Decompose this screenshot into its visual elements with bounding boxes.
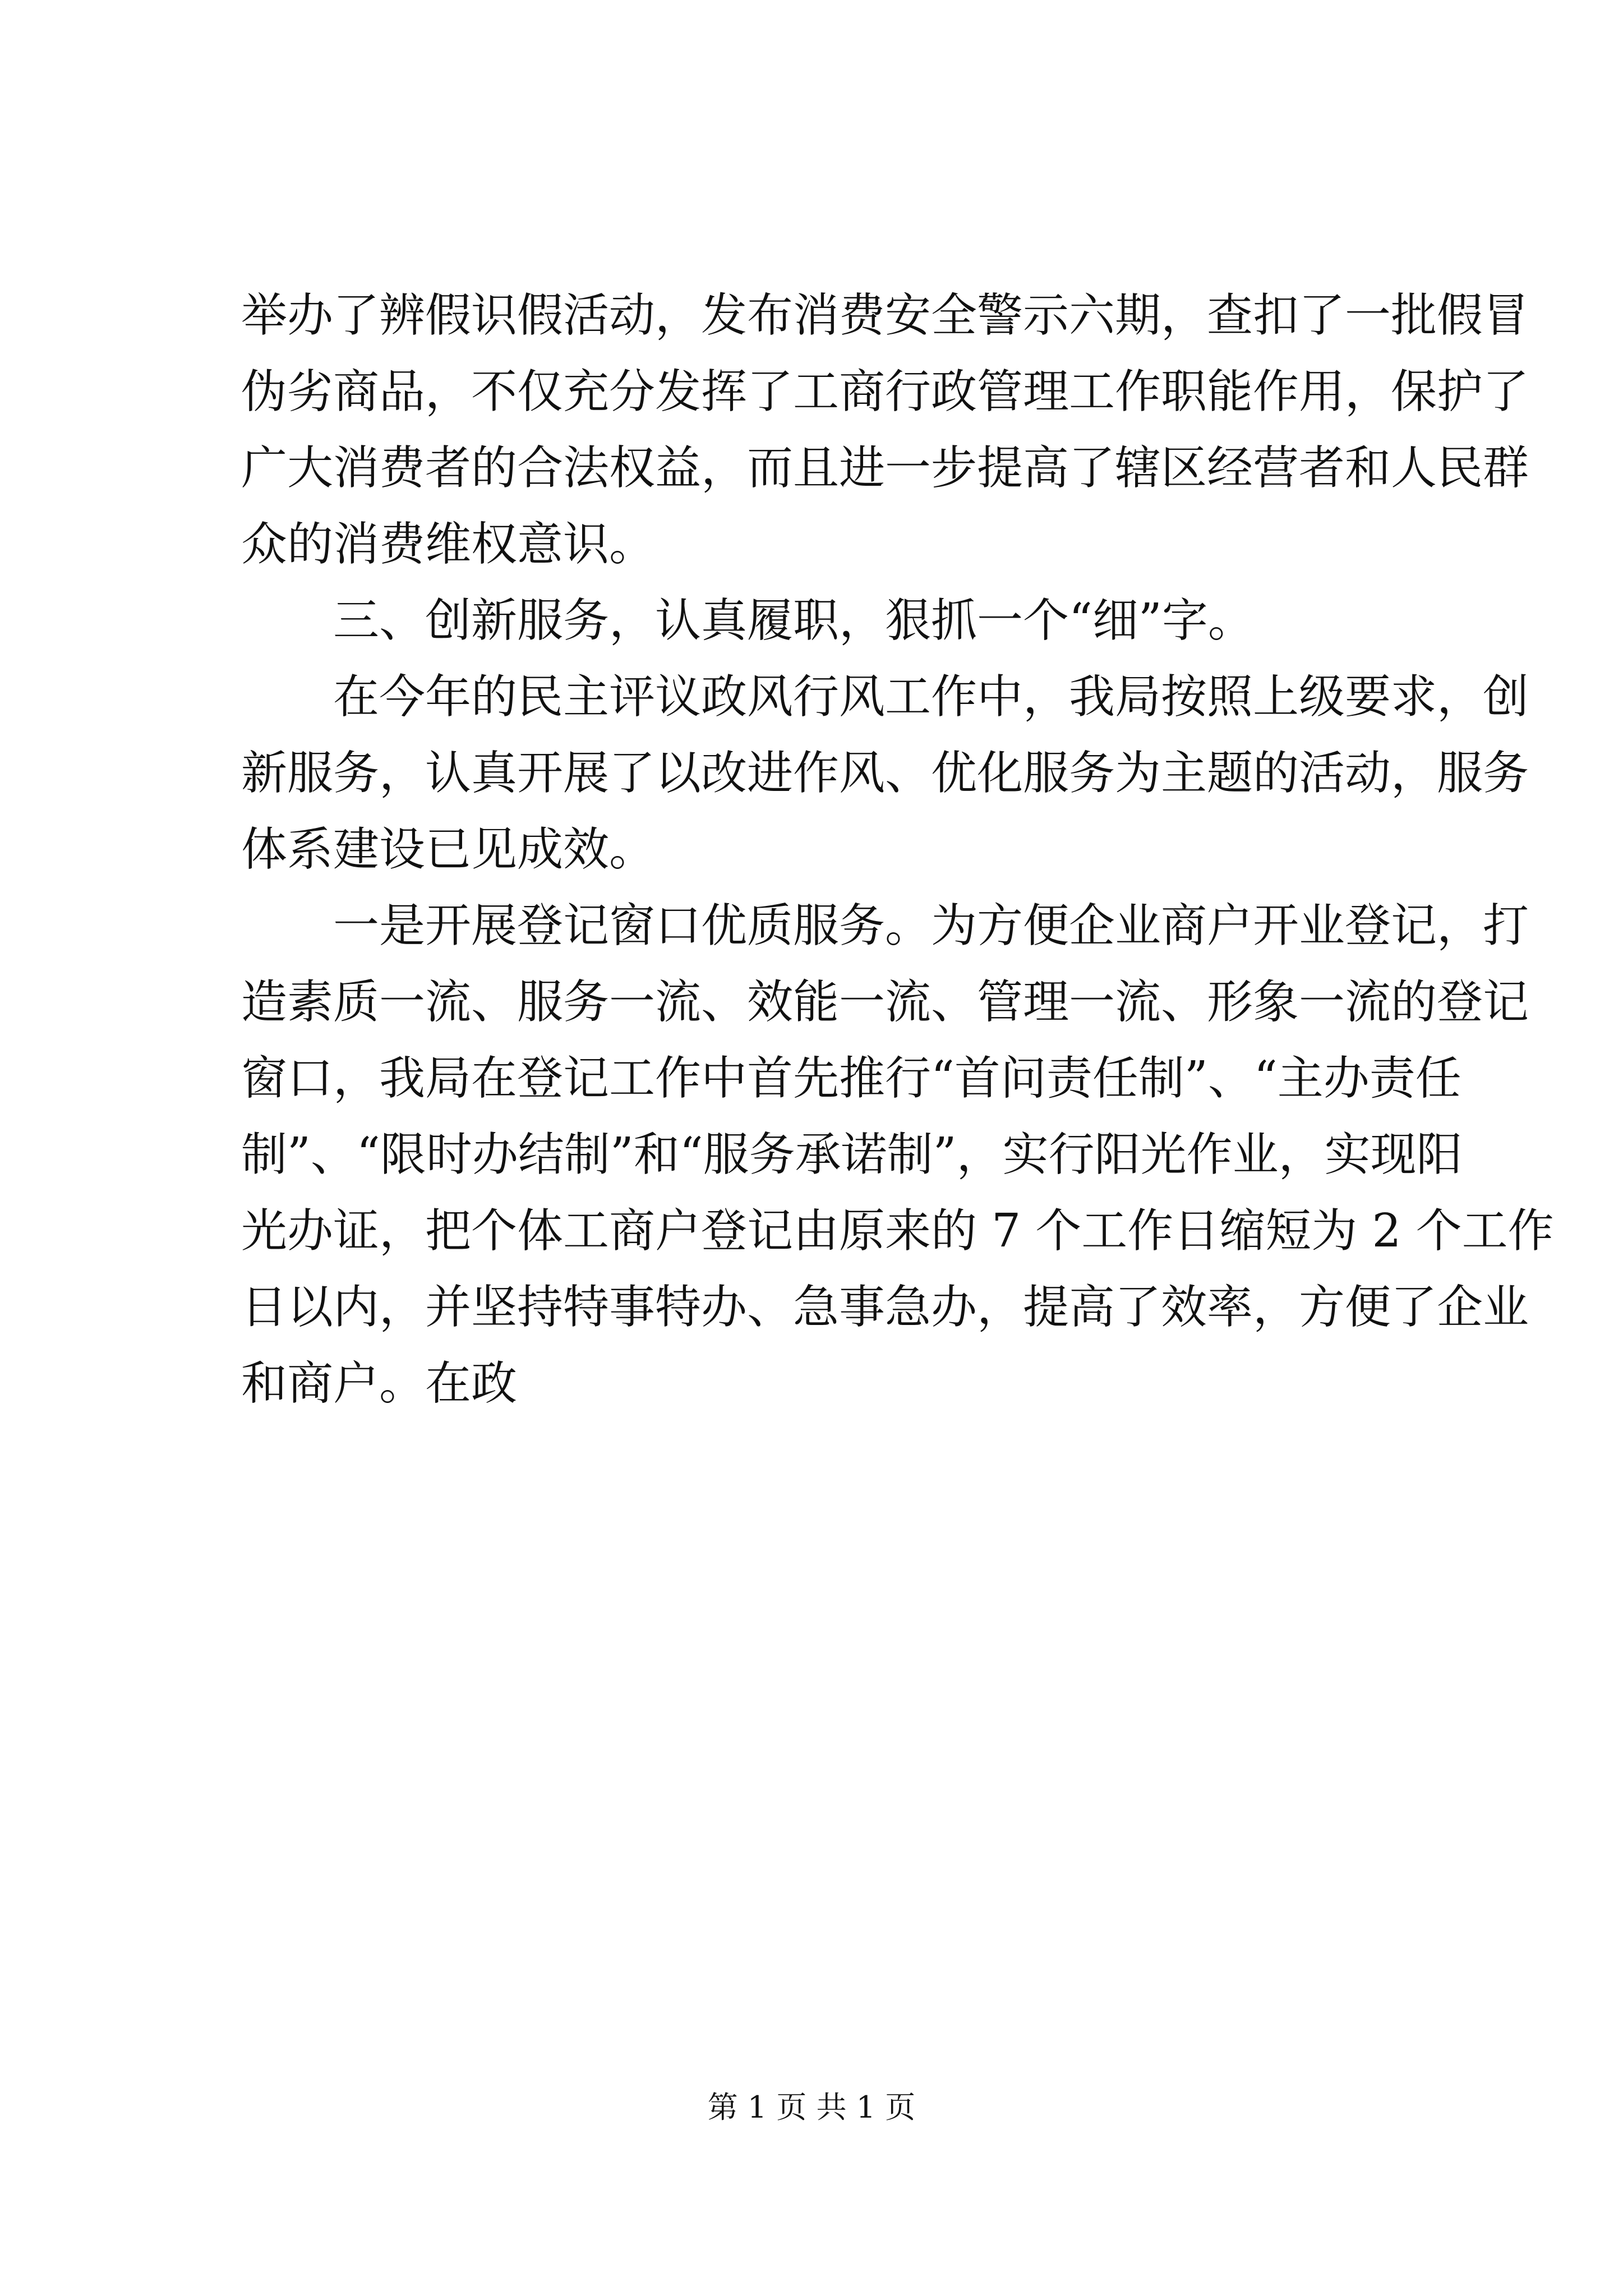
paragraph-1-line-3: 广大消费者的合法权益，而且进一步提高了辖区经营者和人民群: [241, 441, 1529, 495]
paragraph-4-line-7: 和商户。在政: [241, 1357, 518, 1410]
page-number-footer: 第 1 页 共 1 页: [707, 2090, 916, 2125]
paragraph-4-line-1: 一是开展登记窗口优质服务。为方便企业商户开业登记，打: [333, 899, 1529, 953]
paragraph-4-line-6: 日以内，并坚持特事特办、急事急办，提高了效率，方便了企业: [241, 1281, 1529, 1334]
paragraph-3-line-3: 体系建设已见成效。: [241, 823, 656, 876]
paragraph-3-line-2: 新服务，认真开展了以改进作风、优化服务为主题的活动，服务: [241, 747, 1529, 800]
section-heading: 三、创新服务，认真履职，狠抓一个“细”字。: [333, 594, 1254, 647]
paragraph-4-line-5: 光办证，把个体工商户登记由原来的 7 个工作日缩短为 2 个工作: [241, 1204, 1554, 1258]
paragraph-1-line-2: 伪劣商品，不仅充分发挥了工商行政管理工作职能作用，保护了: [241, 365, 1529, 418]
paragraph-1-line-4: 众的消费维权意识。: [241, 518, 656, 571]
paragraph-1-line-1: 举办了辨假识假活动，发布消费安全警示六期，查扣了一批假冒: [241, 289, 1529, 342]
paragraph-4-line-4: 制”、“限时办结制”和“服务承诺制”，实行阳光作业，实现阳: [241, 1128, 1463, 1181]
paragraph-4-line-2: 造素质一流、服务一流、效能一流、管理一流、形象一流的登记: [241, 976, 1529, 1029]
paragraph-4-line-3: 窗口，我局在登记工作中首先推行“首问责任制”、“主办责任: [241, 1052, 1461, 1105]
paragraph-3-line-1: 在今年的民主评议政风行风工作中，我局按照上级要求，创: [333, 670, 1529, 724]
document-body: [241, 278, 1554, 1422]
